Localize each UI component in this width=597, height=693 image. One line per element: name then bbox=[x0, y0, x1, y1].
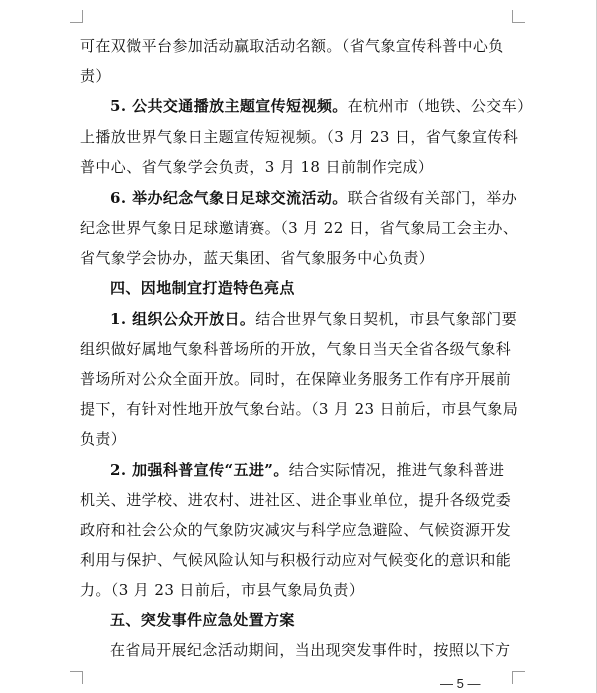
body-line: 负责） bbox=[80, 430, 127, 448]
body-line: 在省局开展纪念活动期间，当出现突发事件时，按照以下方 bbox=[110, 641, 511, 659]
item-text: 结合实际情况，推进气象科普进 bbox=[288, 461, 505, 479]
item-text: 联合省级有关部门，举办 bbox=[347, 189, 518, 207]
item-title: 1. 组织公众开放日。 bbox=[110, 310, 256, 328]
item-heading-6 bbox=[110, 188, 520, 208]
body-line: 提下，有针对性地开放气象台站。（3 月 23 日前后，市县气象局 bbox=[80, 400, 519, 418]
body-line: 可在双微平台参加活动赢取活动名额。（省气象宣传科普中心负 bbox=[80, 37, 504, 55]
section-heading-4: 四、因地制宜打造特色亮点 bbox=[110, 279, 295, 297]
item-text: 在杭州市（地铁、公交车） bbox=[347, 97, 533, 115]
section-heading-5: 五、突发事件应急处置方案 bbox=[110, 611, 295, 629]
body-line: 责） bbox=[80, 67, 111, 85]
body-line: 组织做好属地气象科普场所的开放，气象日当天全省各级气象科 bbox=[80, 340, 512, 358]
item-title: 5. 公共交通播放主题宣传短视频。 bbox=[110, 97, 348, 115]
margin-mark-bottom-left bbox=[70, 671, 83, 684]
item-text: 结合世界气象日契机，市县气象部门要 bbox=[255, 310, 518, 328]
item-title: 6. 举办纪念气象日足球交流活动。 bbox=[110, 189, 348, 207]
body-line: 政府和社会公众的气象防灾减灾与科学应急避险、气候资源开发 bbox=[80, 521, 512, 539]
body-line: 纪念世界气象日足球邀请赛。（3 月 22 日，省气象局工会主办、 bbox=[80, 219, 519, 237]
page-number: — 5 — bbox=[440, 676, 481, 691]
item-heading-5 bbox=[110, 96, 533, 116]
item-title: 2. 加强科普宣传“五进”。 bbox=[110, 461, 289, 479]
body-line: 力。（3 月 23 日前后，市县气象局负责） bbox=[80, 581, 365, 599]
item-heading-1 bbox=[110, 309, 520, 329]
item-heading-2 bbox=[110, 460, 520, 480]
body-line: 机关、进学校、进农村、进社区、进企事业单位，提升各级党委 bbox=[80, 491, 512, 509]
body-line: 普场所对公众全面开放。同时，在保障业务服务工作有序开展前 bbox=[80, 370, 512, 388]
body-line: 省气象学会协办，蓝天集团、省气象服务中心负责） bbox=[80, 249, 435, 267]
margin-mark-top-left bbox=[70, 10, 83, 23]
body-line: 上播放世界气象日主题宣传短视频。（3 月 23 日，省气象宣传科 bbox=[80, 128, 519, 146]
margin-mark-top-right bbox=[512, 10, 525, 23]
body-line: 普中心、省气象学会负责，3 月 18 日前制作完成） bbox=[80, 158, 434, 176]
margin-mark-bottom-right bbox=[512, 671, 525, 684]
body-line: 利用与保护、气候风险认知与积极行动应对气候变化的意识和能 bbox=[80, 551, 512, 569]
